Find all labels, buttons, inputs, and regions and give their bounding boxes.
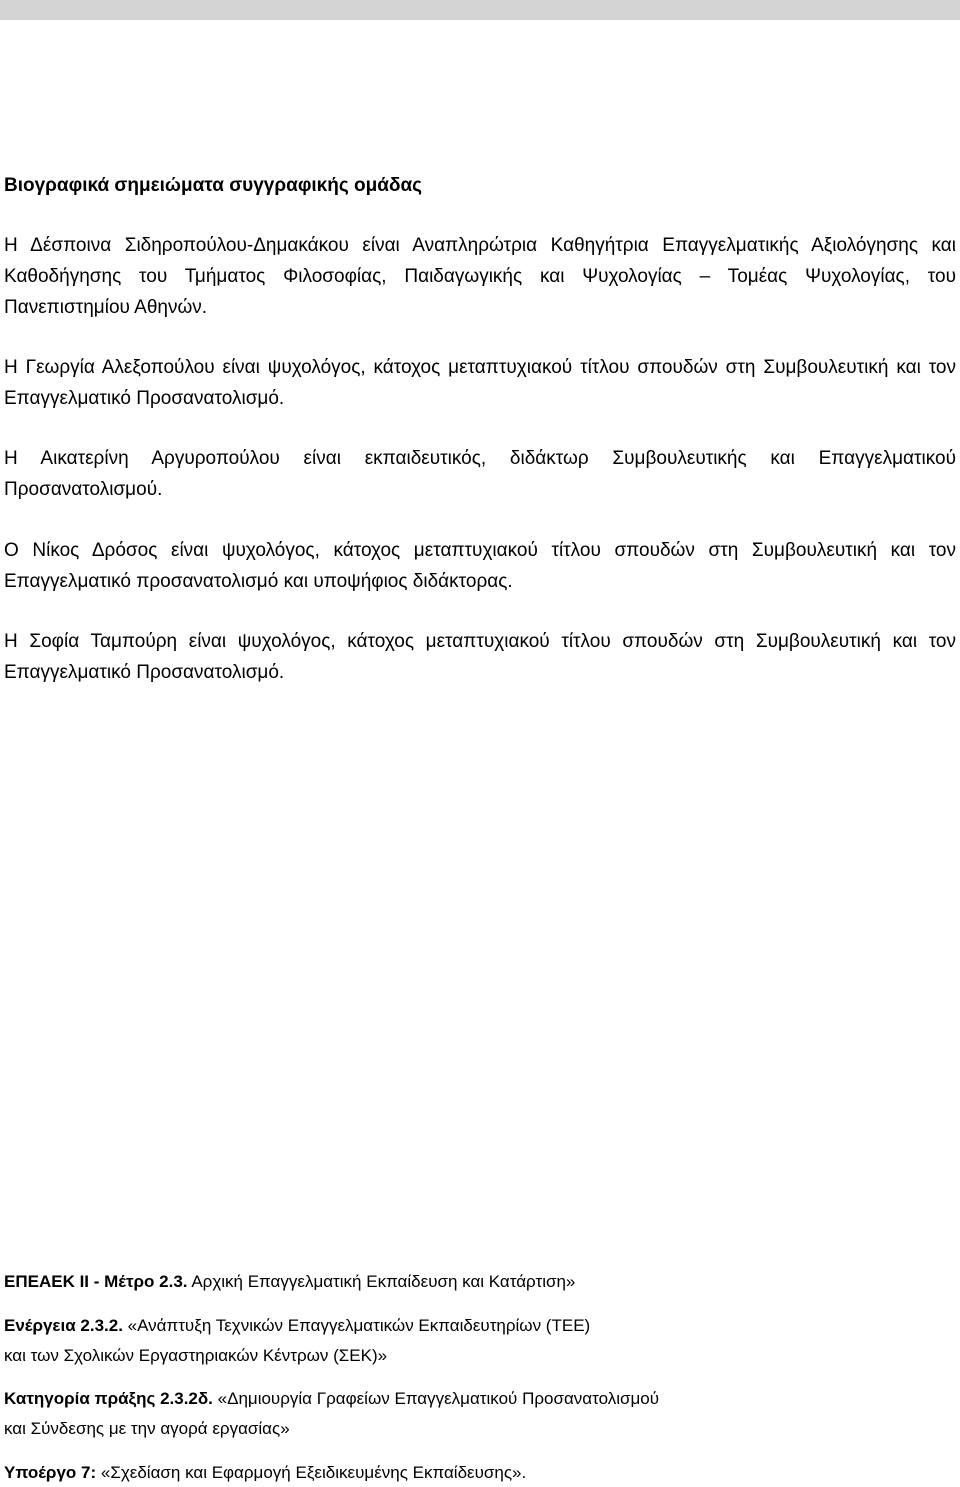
bio-paragraph-drosos: Ο Νίκος Δρόσος είναι ψυχολόγος, κάτοχος μεταπτυχιακού τίτλου σπουδών στη Συμβουλευτική και τον Επαγγελματικό προσανατολισμό και υποψήφιος διδάκτορας. (4, 540, 956, 592)
footer-programme-text: Αρχική Επαγγελματική Εκπαίδευση και Κατάρτιση» (187, 1272, 576, 1291)
footer-action-line-continued: και των Σχολικών Εργαστηριακών Κέντρων (ΣΕΚ)» (4, 1346, 388, 1365)
footer-category-text: «Δημιουργία Γραφείων Επαγγελματικού Προσανατολισμού (212, 1389, 660, 1408)
bio-paragraph-argyropoulou: Η Αικατερίνη Αργυροπούλου είναι εκπαιδευτικός, διδάκτωρ Συμβουλευτικής και Επαγγελματικού Προσανατολισμού. (4, 448, 956, 500)
bio-paragraph-alexopoulou: Η Γεωργία Αλεξοπούλου είναι ψυχολόγος, κάτοχος μεταπτυχιακού τίτλου σπουδών στη Συμβουλευτική και τον Επαγγελματικό Προσανατολισμό. (4, 357, 956, 409)
footer-programme-line (4, 1267, 575, 1296)
footer-subproject-label: Υποέργο 7: (4, 1463, 97, 1482)
footer-category-line (4, 1384, 659, 1413)
page-top-bar (0, 0, 960, 20)
footer-action-text: «Ανάπτυξη Τεχνικών Επαγγελματικών Εκπαιδευτηρίων (ΤΕΕ) (122, 1316, 591, 1335)
footer-category-line-continued: και Σύνδεσης με την αγορά εργασίας» (4, 1419, 290, 1438)
footer-action-label: Ενέργεια 2.3.2. (4, 1316, 123, 1335)
footer-category-label: Κατηγορία πράξης 2.3.2δ. (4, 1389, 213, 1408)
bio-paragraph-tampouri: Η Σοφία Ταμπούρη είναι ψυχολόγος, κάτοχος μεταπτυχιακού τίτλου σπουδών στη Συμβουλευτική και τον Επαγγελματικό Προσανατολισμό. (4, 631, 956, 683)
footer-action-line (4, 1311, 590, 1340)
footer-subproject-text: «Σχεδίαση και Εφαρμογή Εξειδικευμένης Εκπαίδευσης». (96, 1463, 527, 1482)
bio-paragraph-sidiropoulou: Η Δέσποινα Σιδηροπούλου-Δημακάκου είναι Αναπληρώτρια Καθηγήτρια Επαγγελματικής Αξιολόγησης και Καθοδήγησης του Τμήματος Φιλοσοφίας, Παιδαγωγικής και Ψυχολογίας – Τομέας Ψυχολογίας, του Πανεπιστημίου Αθηνών. (4, 235, 956, 318)
footer-subproject-line (4, 1458, 526, 1487)
page-title: Βιογραφικά σημειώματα συγγραφικής ομάδας (4, 175, 423, 196)
footer-programme-label: ΕΠΕΑΕΚ ΙΙ - Μέτρο 2.3. (4, 1272, 188, 1291)
